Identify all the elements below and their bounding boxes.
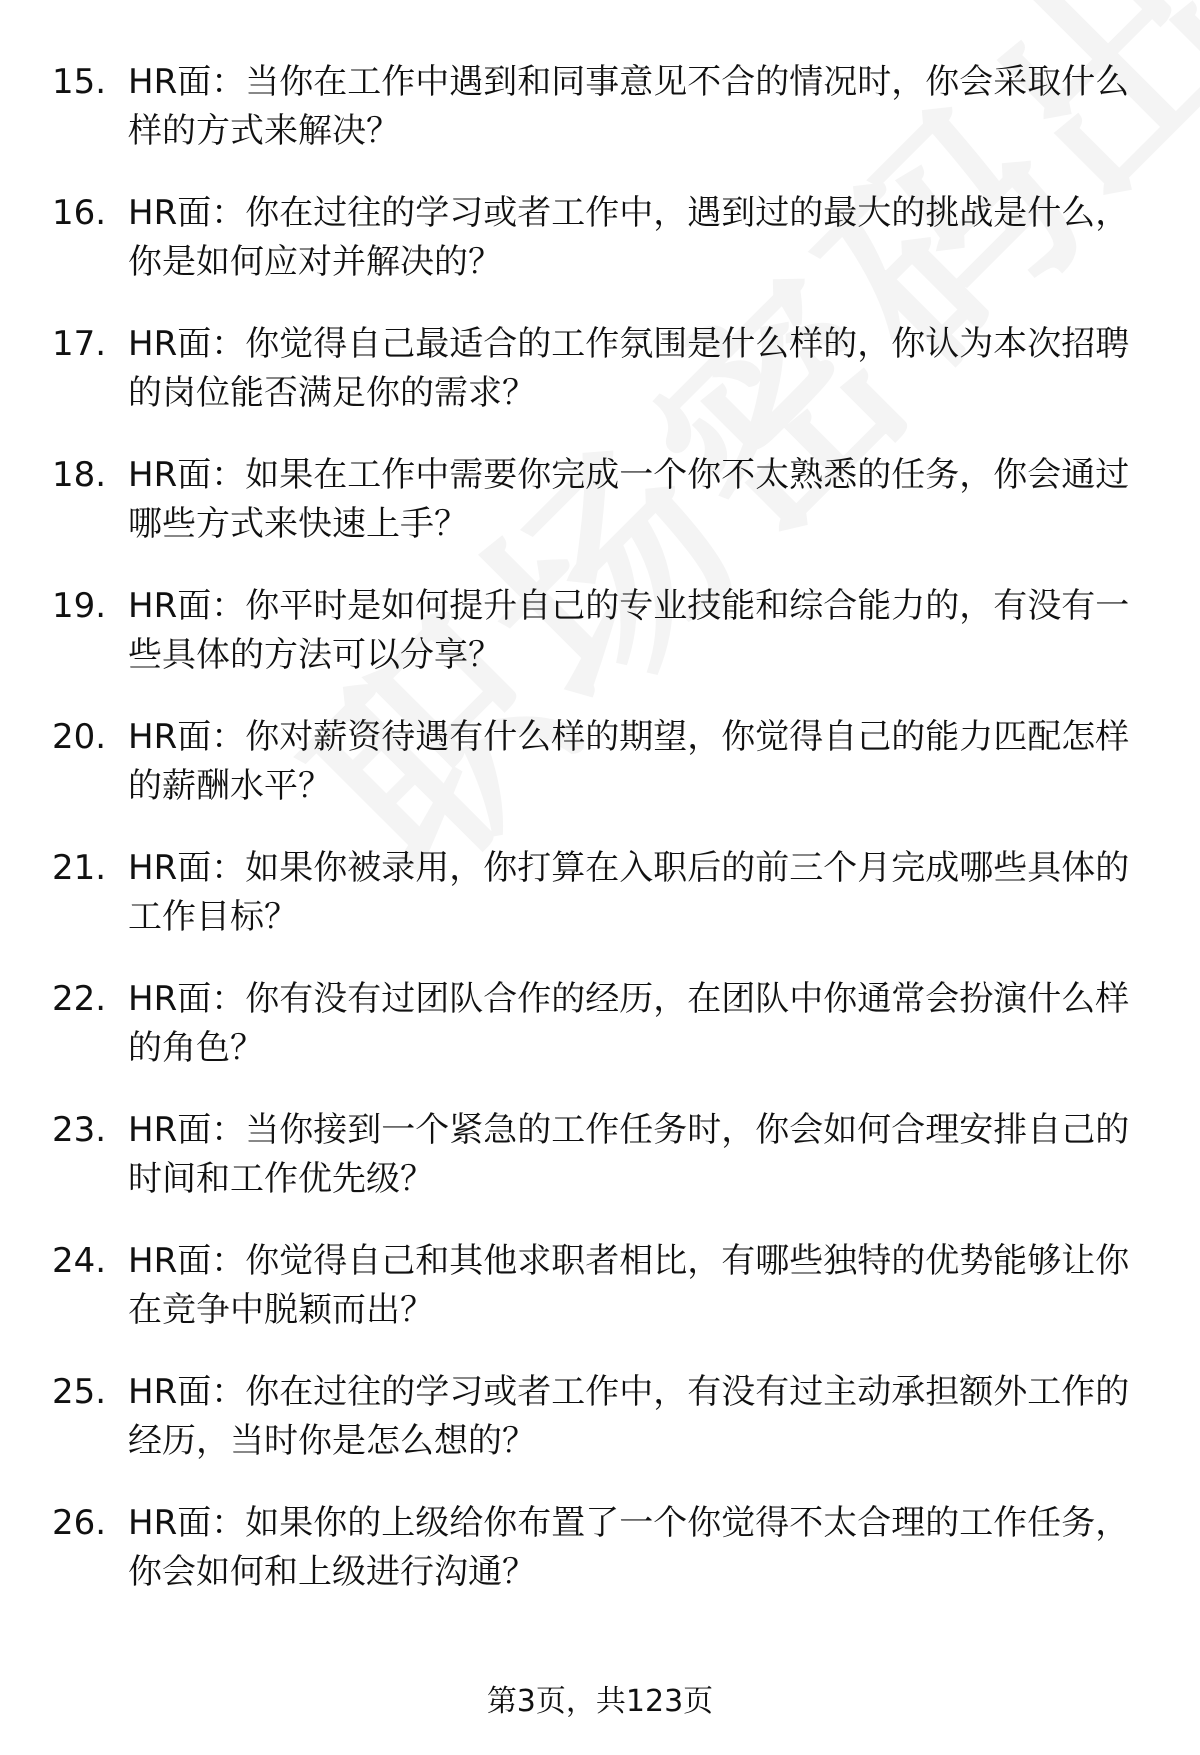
question-text: HR面：当你在工作中遇到和同事意见不合的情况时，你会采取什么样的方式来解决？ xyxy=(128,62,1130,151)
question-item xyxy=(52,320,1162,451)
question-text: HR面：你觉得自己最适合的工作氛围是什么样的，你认为本次招聘的岗位能否满足你的需求？ xyxy=(128,324,1130,413)
question-number: 25. xyxy=(52,1372,107,1412)
question-item xyxy=(52,975,1162,1106)
question-number: 20. xyxy=(52,717,107,757)
question-item xyxy=(52,1237,1162,1368)
question-text: HR面：你在过往的学习或者工作中，遇到过的最大的挑战是什么，你是如何应对并解决的？ xyxy=(128,193,1130,282)
question-text: HR面：你平时是如何提升自己的专业技能和综合能力的，有没有一些具体的方法可以分享？ xyxy=(128,586,1130,675)
question-number: 26. xyxy=(52,1503,107,1543)
question-item xyxy=(52,451,1162,582)
question-text: HR面：你对薪资待遇有什么样的期望，你觉得自己的能力匹配怎样的薪酬水平？ xyxy=(128,717,1130,806)
question-item xyxy=(52,1368,1162,1499)
question-item xyxy=(52,582,1162,713)
question-text: HR面：如果你被录用，你打算在入职后的前三个月完成哪些具体的工作目标？ xyxy=(128,848,1130,937)
question-text: HR面：你有没有过团队合作的经历，在团队中你通常会扮演什么样的角色？ xyxy=(128,979,1130,1068)
question-item xyxy=(52,1499,1162,1630)
question-text: HR面：你觉得自己和其他求职者相比，有哪些独特的优势能够让你在竞争中脱颖而出？ xyxy=(128,1241,1130,1330)
question-number: 21. xyxy=(52,848,107,888)
question-item xyxy=(52,1106,1162,1237)
question-item xyxy=(52,713,1162,844)
question-number: 19. xyxy=(52,586,107,626)
question-number: 22. xyxy=(52,979,107,1019)
question-number: 16. xyxy=(52,193,107,233)
page-footer: 第3页，共123页 xyxy=(486,1684,714,1719)
question-text: HR面：如果你的上级给你布置了一个你觉得不太合理的工作任务，你会如何和上级进行沟通？ xyxy=(128,1503,1130,1592)
question-number: 18. xyxy=(52,455,107,495)
question-number: 15. xyxy=(52,62,107,102)
question-list xyxy=(52,58,1162,1630)
question-number: 17. xyxy=(52,324,107,364)
question-item xyxy=(52,844,1162,975)
question-text: HR面：你在过往的学习或者工作中，有没有过主动承担额外工作的经历，当时你是怎么想的？ xyxy=(128,1372,1130,1461)
question-item xyxy=(52,58,1162,189)
question-text: HR面：当你接到一个紧急的工作任务时，你会如何合理安排自己的时间和工作优先级？ xyxy=(128,1110,1130,1199)
question-text: HR面：如果在工作中需要你完成一个你不太熟悉的任务，你会通过哪些方式来快速上手？ xyxy=(128,455,1130,544)
question-item xyxy=(52,189,1162,320)
question-number: 23. xyxy=(52,1110,107,1150)
question-number: 24. xyxy=(52,1241,107,1281)
